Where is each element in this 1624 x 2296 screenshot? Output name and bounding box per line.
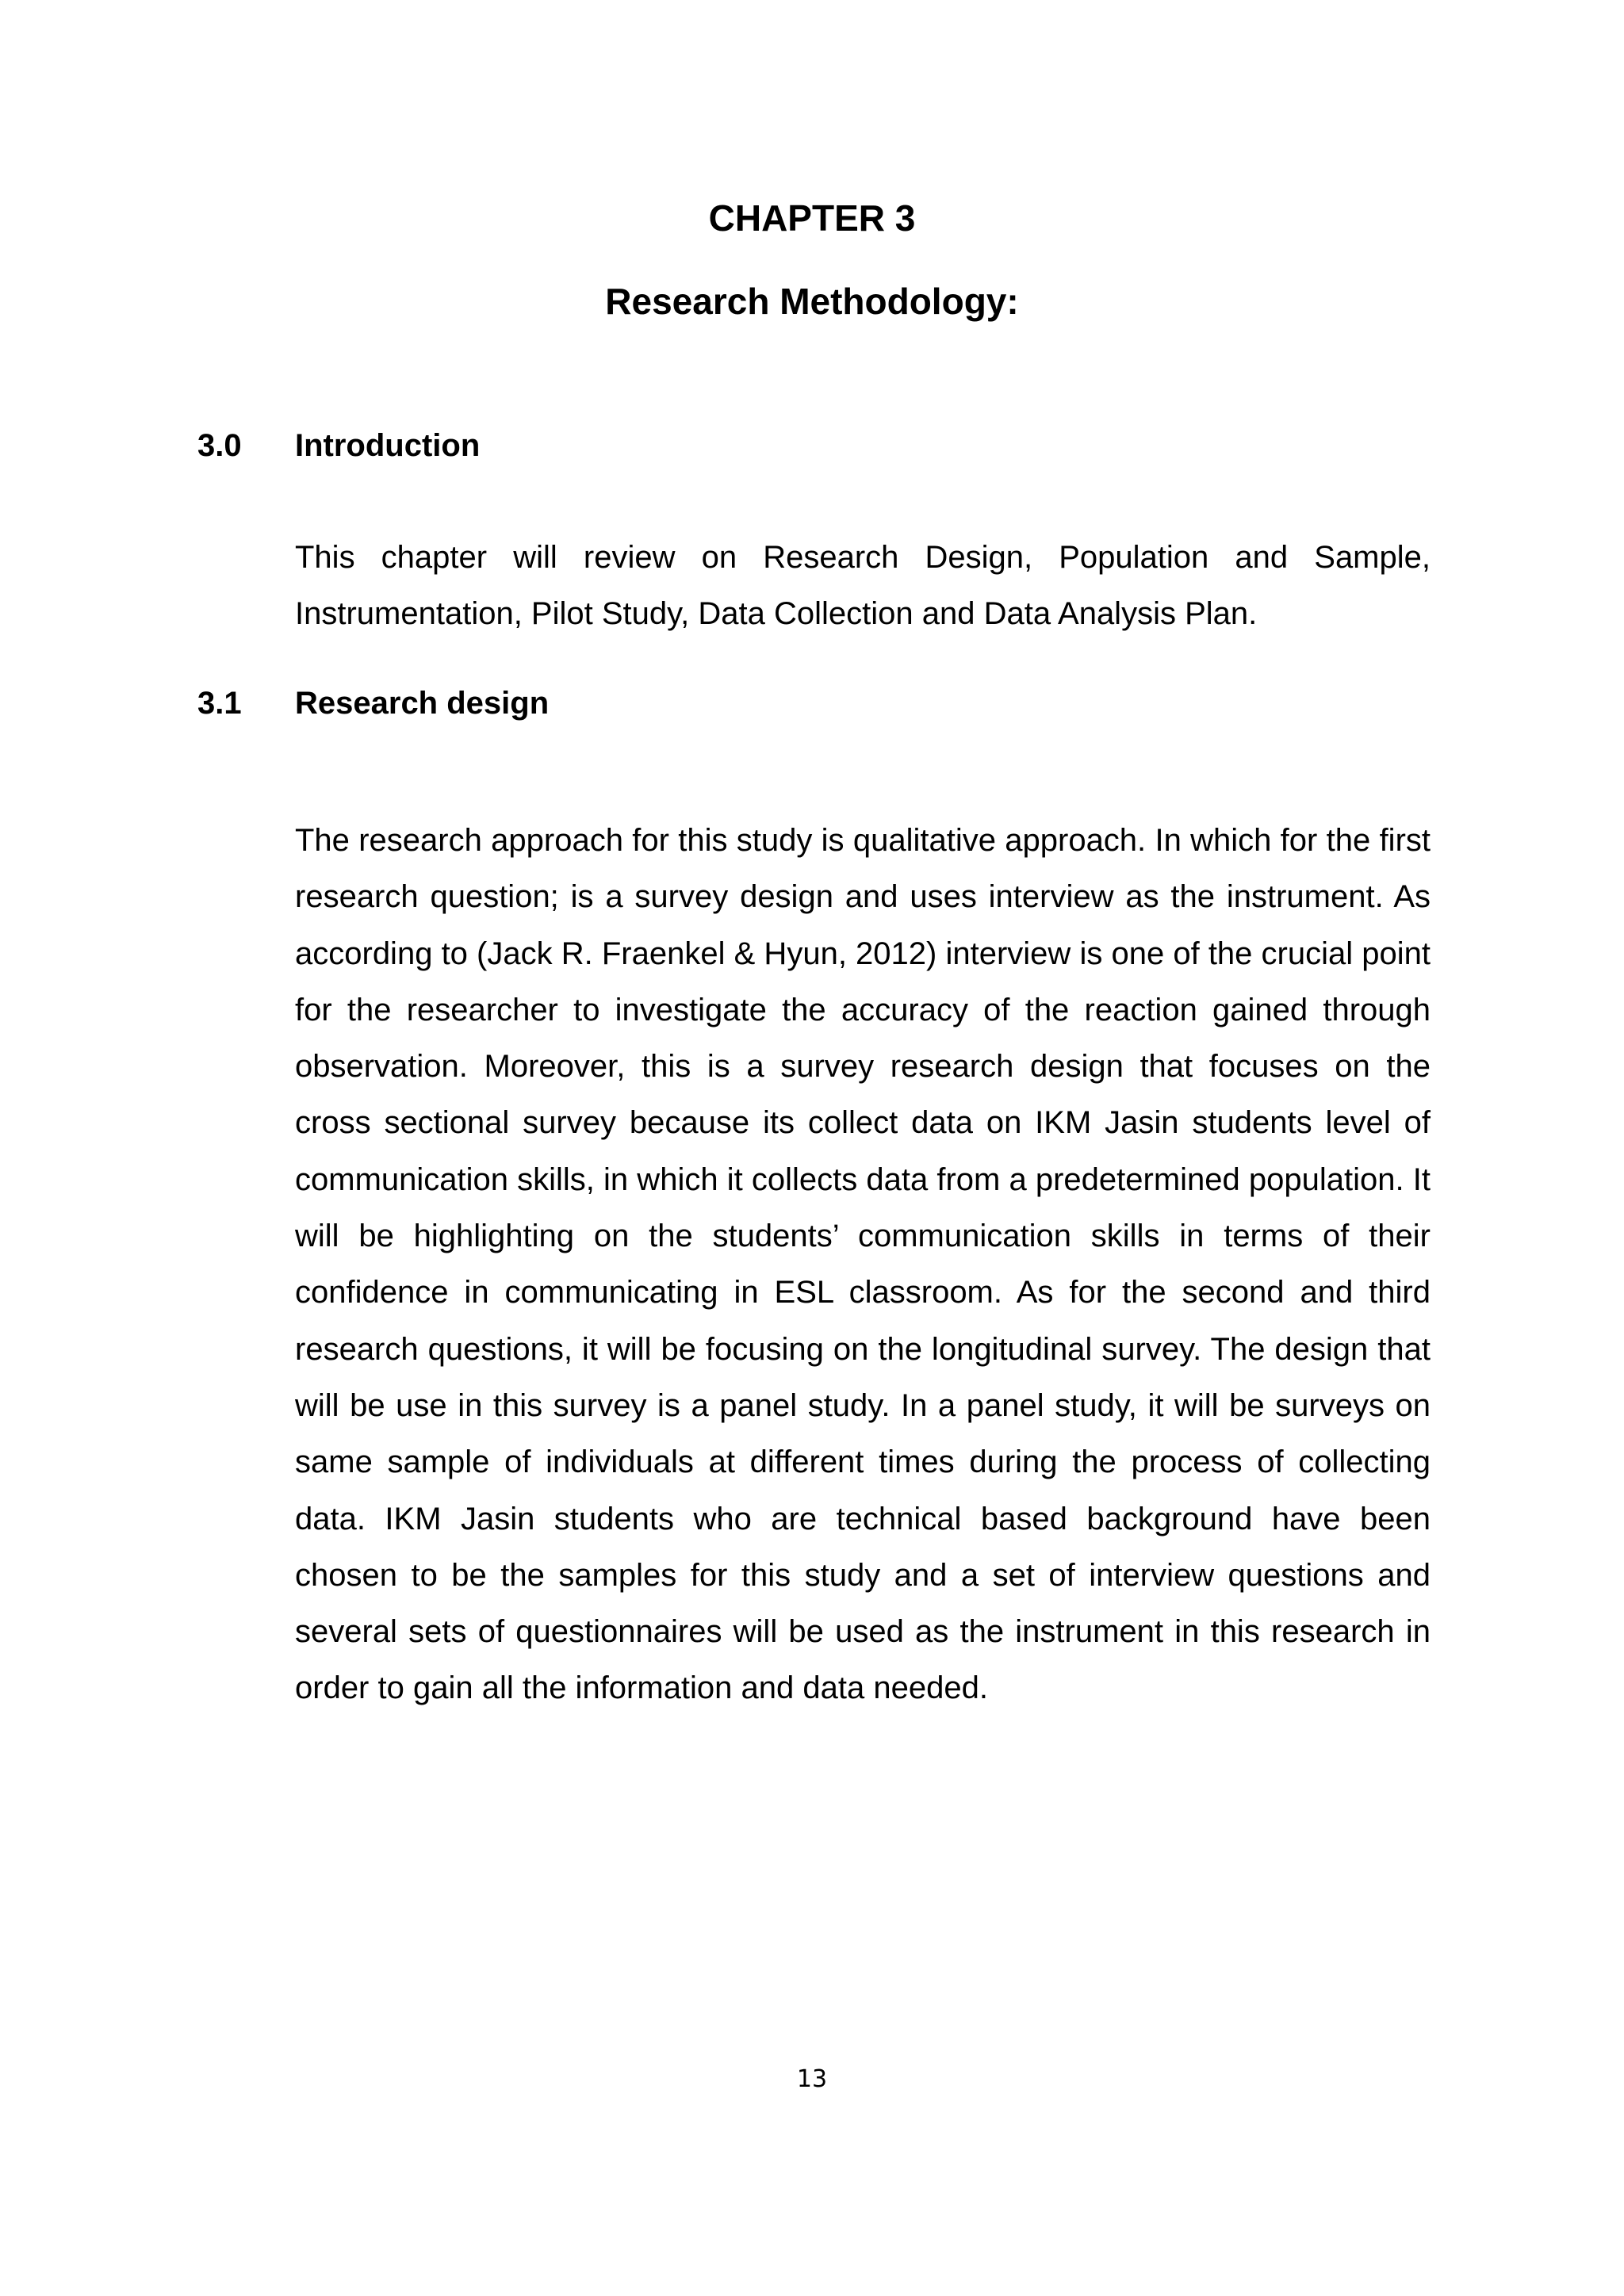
section-heading-research-design: [197, 683, 549, 724]
section-number: 3.0: [197, 428, 242, 463]
section-title: Introduction: [295, 428, 481, 463]
chapter-title: Research Methodology:: [605, 281, 1019, 322]
section-title: Research design: [295, 686, 550, 721]
chapter-number: CHAPTER 3: [708, 197, 916, 239]
introduction-paragraph: This chapter will review on Research Design, Population and Sample, Instrumentation, Pilot Study, Data Collection and Data Analysis Plan.: [295, 540, 1431, 632]
section-number: 3.1: [197, 686, 242, 721]
research-design-paragraph: The research approach for this study is qualitative approach. In which for the first research question; is a survey design and uses interview as the instrument. As according to (Jack R. Fraenkel & Hyun, 2012) interview is one of the crucial point for the researcher to investigate the accuracy of the reaction gained through observation. Moreover, this is a survey research design that focuses on the cross sectional survey because its collect data on IKM Jasin students level of communication skills, in which it collects data from a predetermined population. It will be highlighting on the students’ communication skills in terms of their confidence in communicating in ESL classroom. As for the second and third research questions, it will be focusing on the longitudinal survey. The design that will be use in this survey is a panel study. In a panel study, it will be surveys on same sample of individuals at different times during the process of collecting data. IKM Jasin students who are technical based background have been chosen to be the samples for this study and a set of interview questions and several sets of questionnaires will be used as the instrument in this research in order to gain all the information and data needed.: [295, 823, 1431, 1706]
page-number: 13: [796, 2065, 828, 2093]
section-heading-introduction: [197, 425, 480, 466]
